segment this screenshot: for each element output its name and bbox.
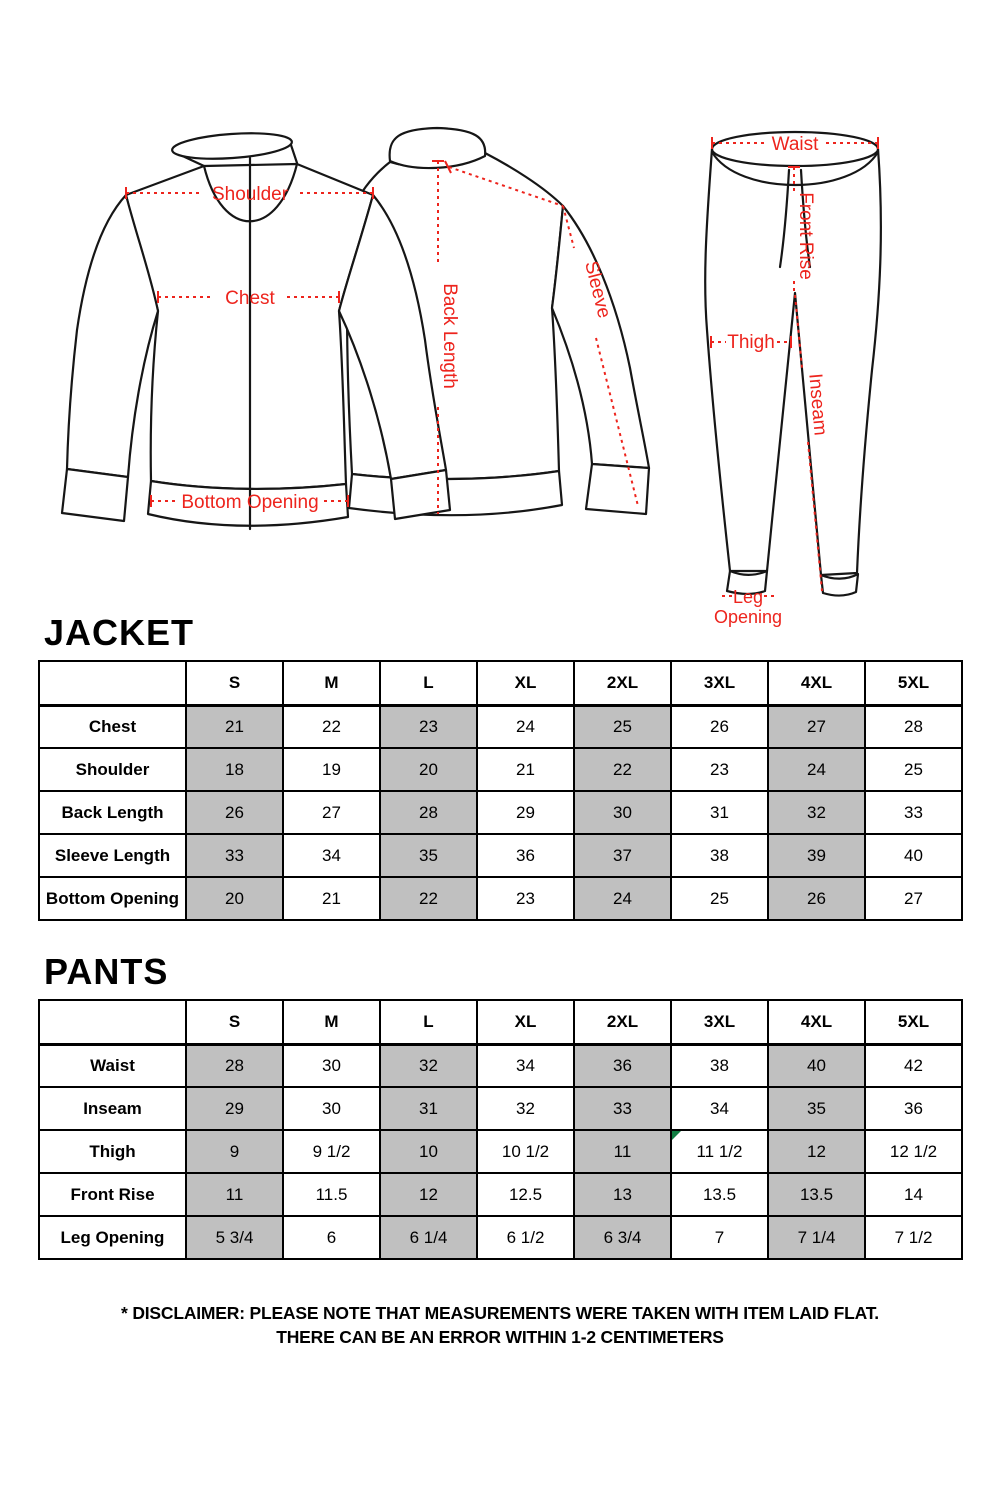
table-row bbox=[39, 834, 962, 877]
size-value-cell: 40 bbox=[768, 1044, 865, 1087]
size-value-cell: 30 bbox=[574, 791, 671, 834]
size-value-cell: 13.5 bbox=[768, 1173, 865, 1216]
waist-label: Waist bbox=[771, 134, 819, 155]
size-value-cell: 6 3/4 bbox=[574, 1216, 671, 1259]
pants-size-table bbox=[38, 999, 963, 1260]
size-value-cell: 36 bbox=[477, 834, 574, 877]
corner-cell bbox=[39, 1000, 186, 1044]
jacket-size-table bbox=[38, 660, 963, 921]
size-value-cell: 29 bbox=[477, 791, 574, 834]
size-column-header: 4XL bbox=[768, 1000, 865, 1044]
pants-section-title: PANTS bbox=[44, 951, 169, 992]
table-row bbox=[39, 1130, 962, 1173]
size-column-header: 3XL bbox=[671, 1000, 768, 1044]
size-value-cell: 22 bbox=[283, 705, 380, 748]
size-column-header: M bbox=[283, 1000, 380, 1044]
size-value-cell: 22 bbox=[380, 877, 477, 920]
size-value-cell: 34 bbox=[671, 1087, 768, 1130]
size-diagram bbox=[0, 0, 1000, 632]
measurement-row-label: Leg Opening bbox=[39, 1216, 186, 1259]
size-value-cell: 32 bbox=[477, 1087, 574, 1130]
size-value-cell: 11 1/2 bbox=[671, 1130, 768, 1173]
pants-body bbox=[705, 149, 881, 575]
size-column-header: 5XL bbox=[865, 661, 962, 705]
size-value-cell: 21 bbox=[477, 748, 574, 791]
size-value-cell: 35 bbox=[768, 1087, 865, 1130]
disclaimer-line1: * DISCLAIMER: PLEASE NOTE THAT MEASUREMENTS WERE TAKEN WITH ITEM LAID FLAT. bbox=[121, 1303, 879, 1323]
size-column-header: XL bbox=[477, 1000, 574, 1044]
jacket-front-left-cuff bbox=[62, 469, 128, 521]
size-value-cell: 11 bbox=[574, 1130, 671, 1173]
size-column-header: S bbox=[186, 1000, 283, 1044]
size-column-header: L bbox=[380, 1000, 477, 1044]
table-row bbox=[39, 1044, 962, 1087]
size-value-cell: 29 bbox=[186, 1087, 283, 1130]
inseam-label: Inseam bbox=[804, 372, 831, 437]
size-value-cell: 5 3/4 bbox=[186, 1216, 283, 1259]
size-value-cell: 26 bbox=[186, 791, 283, 834]
size-value-cell: 27 bbox=[283, 791, 380, 834]
size-value-cell: 42 bbox=[865, 1044, 962, 1087]
disclaimer-line2: THERE CAN BE AN ERROR WITHIN 1-2 CENTIMETERS bbox=[276, 1327, 724, 1347]
size-value-cell: 26 bbox=[671, 705, 768, 748]
size-value-cell: 23 bbox=[671, 748, 768, 791]
jacket-section-title: JACKET bbox=[44, 612, 195, 653]
size-value-cell: 24 bbox=[574, 877, 671, 920]
measurement-row-label: Front Rise bbox=[39, 1173, 186, 1216]
size-column-header: L bbox=[380, 661, 477, 705]
table-row bbox=[39, 1216, 962, 1259]
size-value-cell: 11 bbox=[186, 1173, 283, 1216]
size-value-cell: 33 bbox=[574, 1087, 671, 1130]
size-value-cell: 7 1/2 bbox=[865, 1216, 962, 1259]
size-value-cell: 20 bbox=[186, 877, 283, 920]
size-column-header: 5XL bbox=[865, 1000, 962, 1044]
size-value-cell: 14 bbox=[865, 1173, 962, 1216]
size-value-cell: 12.5 bbox=[477, 1173, 574, 1216]
size-value-cell: 13 bbox=[574, 1173, 671, 1216]
table-row bbox=[39, 1173, 962, 1216]
size-value-cell: 22 bbox=[574, 748, 671, 791]
size-value-cell: 6 1/4 bbox=[380, 1216, 477, 1259]
measurement-row-label: Chest bbox=[39, 705, 186, 748]
size-column-header: 4XL bbox=[768, 661, 865, 705]
size-value-cell: 23 bbox=[380, 705, 477, 748]
size-value-cell: 25 bbox=[865, 748, 962, 791]
jacket-back-sleeve bbox=[552, 206, 649, 468]
header-row bbox=[39, 661, 962, 705]
size-column-header: M bbox=[283, 661, 380, 705]
size-value-cell: 27 bbox=[768, 705, 865, 748]
size-value-cell: 10 1/2 bbox=[477, 1130, 574, 1173]
jacket-front-collar-opening bbox=[171, 130, 292, 162]
size-column-header: 3XL bbox=[671, 661, 768, 705]
bottom-opening-label: Bottom Opening bbox=[181, 492, 319, 513]
size-value-cell: 10 bbox=[380, 1130, 477, 1173]
size-value-cell: 32 bbox=[380, 1044, 477, 1087]
table-row bbox=[39, 877, 962, 920]
size-value-cell: 33 bbox=[865, 791, 962, 834]
pants-right-cuff bbox=[821, 574, 858, 596]
size-value-cell: 7 1/4 bbox=[768, 1216, 865, 1259]
size-value-cell: 37 bbox=[574, 834, 671, 877]
size-value-cell: 35 bbox=[380, 834, 477, 877]
size-value-cell: 19 bbox=[283, 748, 380, 791]
table-row bbox=[39, 705, 962, 748]
chest-label: Chest bbox=[225, 288, 275, 309]
corner-cell bbox=[39, 661, 186, 705]
size-value-cell: 21 bbox=[283, 877, 380, 920]
size-value-cell: 6 bbox=[283, 1216, 380, 1259]
size-value-cell: 12 bbox=[768, 1130, 865, 1173]
size-value-cell: 40 bbox=[865, 834, 962, 877]
jacket-back-cuff bbox=[586, 464, 649, 514]
size-value-cell: 21 bbox=[186, 705, 283, 748]
size-value-cell: 39 bbox=[768, 834, 865, 877]
size-value-cell: 28 bbox=[865, 705, 962, 748]
size-value-cell: 24 bbox=[477, 705, 574, 748]
size-column-header: S bbox=[186, 661, 283, 705]
size-value-cell: 33 bbox=[186, 834, 283, 877]
size-value-cell: 12 bbox=[380, 1173, 477, 1216]
measurement-row-label: Sleeve Length bbox=[39, 834, 186, 877]
measurement-row-label: Waist bbox=[39, 1044, 186, 1087]
size-value-cell: 18 bbox=[186, 748, 283, 791]
sleeve-label: Sleeve bbox=[580, 258, 615, 321]
size-value-cell: 32 bbox=[768, 791, 865, 834]
leg-opening-label-line1: Leg bbox=[732, 587, 764, 607]
thigh-label: Thigh bbox=[727, 332, 775, 353]
size-column-header: 2XL bbox=[574, 1000, 671, 1044]
size-value-cell: 12 1/2 bbox=[865, 1130, 962, 1173]
size-value-cell: 9 1/2 bbox=[283, 1130, 380, 1173]
size-value-cell: 30 bbox=[283, 1044, 380, 1087]
size-value-cell: 31 bbox=[380, 1087, 477, 1130]
table-row bbox=[39, 1087, 962, 1130]
size-value-cell: 38 bbox=[671, 834, 768, 877]
measurement-row-label: Bottom Opening bbox=[39, 877, 186, 920]
size-value-cell: 24 bbox=[768, 748, 865, 791]
table-row bbox=[39, 748, 962, 791]
jacket-front-right-cuff bbox=[391, 470, 450, 519]
size-value-cell: 34 bbox=[477, 1044, 574, 1087]
size-column-header: XL bbox=[477, 661, 574, 705]
table-row bbox=[39, 791, 962, 834]
size-value-cell: 13.5 bbox=[671, 1173, 768, 1216]
size-value-cell: 9 bbox=[186, 1130, 283, 1173]
size-value-cell: 28 bbox=[380, 791, 477, 834]
front-rise-label: Front Rise bbox=[795, 192, 816, 280]
size-value-cell: 28 bbox=[186, 1044, 283, 1087]
size-value-cell: 25 bbox=[574, 705, 671, 748]
size-value-cell: 25 bbox=[671, 877, 768, 920]
size-value-cell: 20 bbox=[380, 748, 477, 791]
size-value-cell: 6 1/2 bbox=[477, 1216, 574, 1259]
shoulder-label: Shoulder bbox=[211, 184, 289, 205]
measurement-row-label: Shoulder bbox=[39, 748, 186, 791]
size-value-cell: 36 bbox=[865, 1087, 962, 1130]
header-row bbox=[39, 1000, 962, 1044]
size-value-cell: 38 bbox=[671, 1044, 768, 1087]
size-value-cell: 23 bbox=[477, 877, 574, 920]
size-value-cell: 31 bbox=[671, 791, 768, 834]
size-value-cell: 26 bbox=[768, 877, 865, 920]
measurement-row-label: Inseam bbox=[39, 1087, 186, 1130]
size-column-header: 2XL bbox=[574, 661, 671, 705]
size-value-cell: 30 bbox=[283, 1087, 380, 1130]
back-length-label: Back Length bbox=[439, 283, 460, 389]
cell-corner-marker bbox=[672, 1131, 681, 1140]
size-value-cell: 36 bbox=[574, 1044, 671, 1087]
size-value-cell: 34 bbox=[283, 834, 380, 877]
disclaimer bbox=[0, 1301, 1000, 1349]
measurement-row-label: Back Length bbox=[39, 791, 186, 834]
size-value-cell: 7 bbox=[671, 1216, 768, 1259]
measurement-row-label: Thigh bbox=[39, 1130, 186, 1173]
size-value-cell: 27 bbox=[865, 877, 962, 920]
pants-drawing bbox=[705, 132, 881, 596]
size-value-cell: 11.5 bbox=[283, 1173, 380, 1216]
leg-opening-label-line2: Opening bbox=[713, 607, 783, 627]
